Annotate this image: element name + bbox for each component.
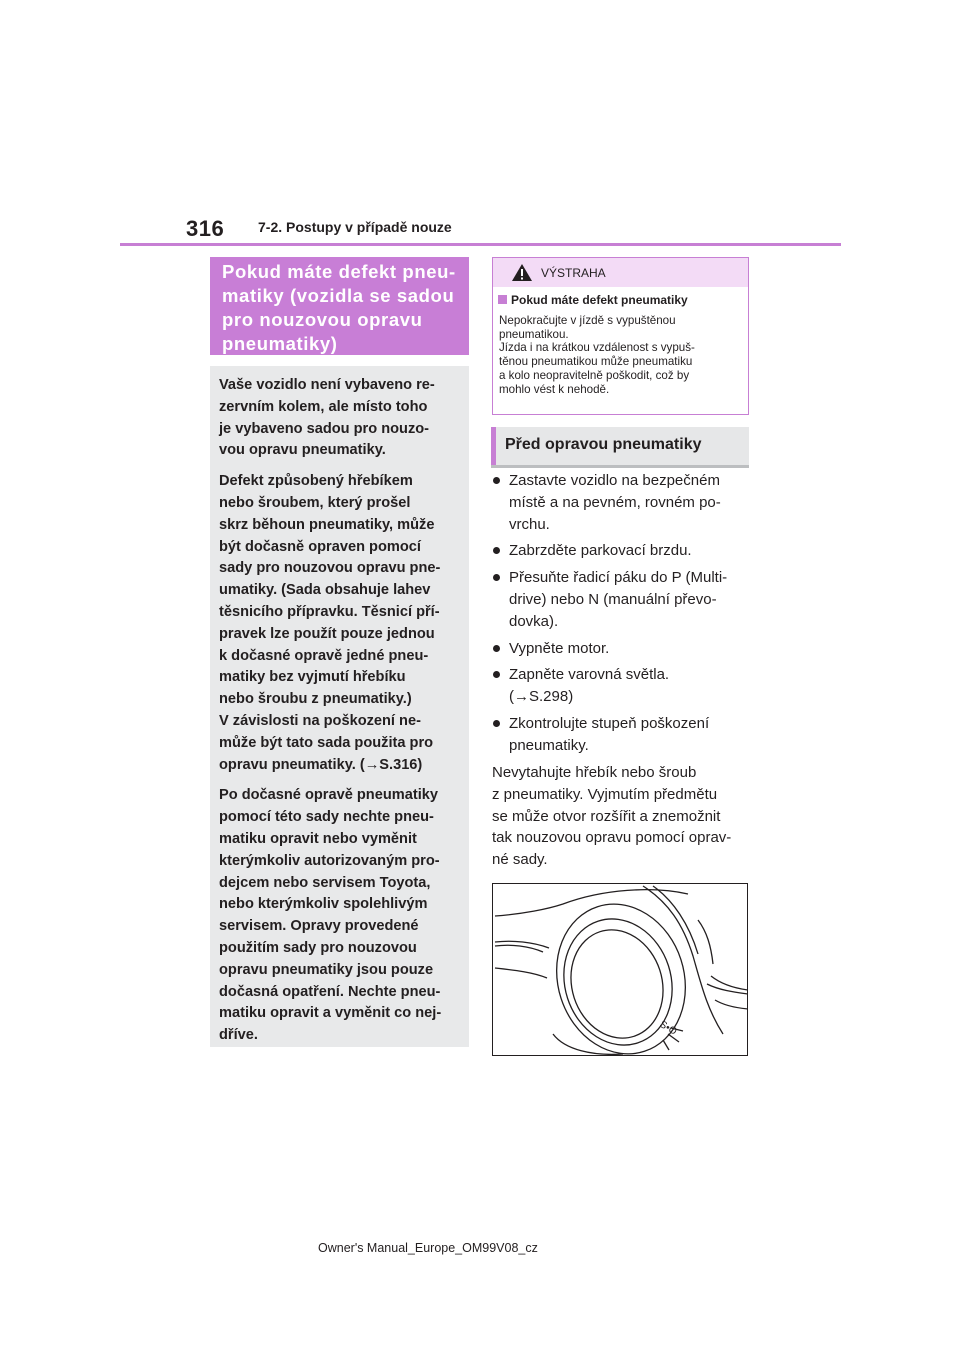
hazard-switch-illustration-icon <box>493 884 748 1056</box>
heading-underline <box>491 465 749 468</box>
list-item: Zabrzděte parkovací brzdu. <box>492 540 752 562</box>
page-number: 316 <box>186 216 225 241</box>
list-item: Vypněte motor. <box>492 638 752 660</box>
list-item: Zapněte varovná světla. (→S.298) <box>492 664 752 708</box>
warning-subheading-text: Pokud máte defekt pneumatiky <box>511 293 688 307</box>
section-heading-text: Před opravou pneumatiky <box>505 436 702 453</box>
warning-subheading <box>498 293 688 307</box>
topic-title: Pokud máte defekt pneu- matiky (vozidla se sadou pro nouzovou opravu pneumatiky) <box>210 257 469 355</box>
list-item: Přesuňte řadicí páku do P (Multi- drive) nebo N (manuální převo- dovka). <box>492 567 752 632</box>
svg-text:S•O: S•O <box>657 1019 679 1038</box>
section-heading <box>491 427 749 465</box>
warning-label: VÝSTRAHA <box>541 266 606 280</box>
intro-paragraph: Defekt způsobený hřebíkem nebo šroubem, který prošel skrz běhoun pneumatiky, může být dočasně opraven pomocí sady pro nouzovou opravu pne- umatiky. (Sada obsahuje lahev těsnicího přípravku. Těsnicí pří- pravek lze použít pouze jednou k dočasné opravě jedné pneu- matiky bez vyjmutí hřebíku nebo šroubu z pneumatiky.) V závislosti na poškození ne- může být tato sada použita pro opravu pneumatiky. (→S.316) <box>219 473 441 773</box>
square-bullet-icon <box>498 295 507 304</box>
intro-paragraph: Vaše vozidlo není vybaveno re- zervním kolem, ale místo toho je vybaveno sadou pro nouzo- vou opravu pneumatiky. <box>219 377 435 459</box>
warning-text: Nepokračujte v jízdě s vypuštěnou pneumatikou. Jízda i na krátkou vzdálenost s vypuš- těnou pneumatikou může pneumatiku a kolo neopravitelně poškodit, což by mohlo vést k nehodě. <box>499 314 695 396</box>
hazard-switch-figure <box>492 883 748 1056</box>
header-divider <box>120 243 841 246</box>
list-item: Zastavte vozidlo na bezpečném místě a na pevném, rovném po- vrchu. <box>492 470 752 535</box>
warning-triangle-icon <box>511 263 533 282</box>
intro-panel <box>210 366 469 1047</box>
list-item: Zkontrolujte stupeň poškození pneumatiky. <box>492 713 752 757</box>
warning-header <box>493 258 748 287</box>
footer-text: Owner's Manual_Europe_OM99V08_cz <box>318 1241 538 1255</box>
section-title: 7-2. Postupy v případě nouze <box>258 219 452 235</box>
warning-box <box>492 257 749 415</box>
intro-paragraph: Po dočasné opravě pneumatiky pomocí této sady nechte pneu- matiku opravit nebo vyměnit kterýmkoliv autorizovaným pro- dejcem nebo servisem Toyota, nebo kterýmkoliv spolehlivým servisem. Opravy provedené použitím sady pro nouzovou opravu pneumatiky jsou pouze dočasná opatření. Nechte pneu- matiku opravit a vyměnit co nej- dříve. <box>219 787 442 1044</box>
step-list <box>492 470 752 762</box>
note-text: Nevytahujte hřebík nebo šroub z pneumatiky. Vyjmutím předmětu se může otvor rozšířit a znemožnit tak nouzovou opravu pomocí oprav- né sady. <box>492 764 732 869</box>
